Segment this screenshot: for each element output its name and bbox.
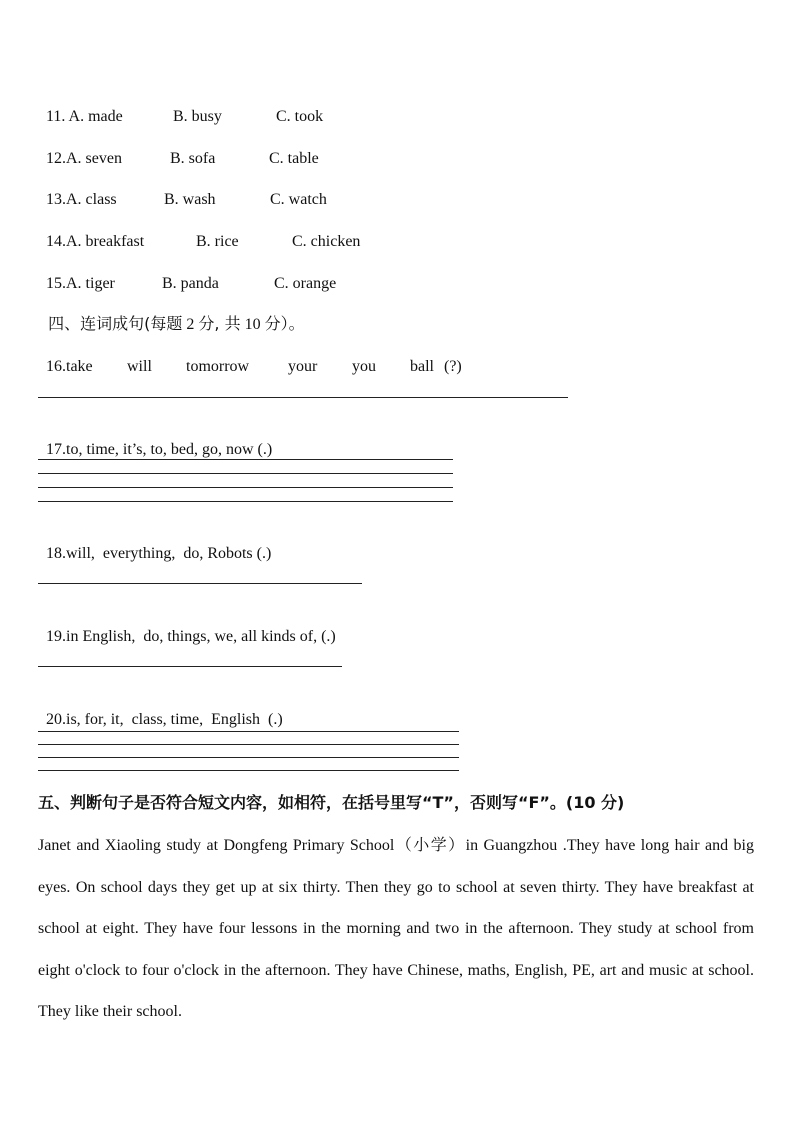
answer-line[interactable]: [38, 583, 362, 584]
answer-line[interactable]: [38, 459, 453, 460]
answer-line[interactable]: [38, 744, 459, 745]
section-4-title-suffix: 分）。: [264, 314, 305, 333]
option-b: B. sofa: [170, 150, 216, 167]
option-c: C. table: [269, 150, 319, 167]
answer-line[interactable]: [38, 473, 453, 474]
question-words: in English, do, things, we, all kinds of, (.): [66, 628, 336, 645]
option-a: .A. breakfast: [62, 233, 145, 250]
section-4-points: 2: [182, 316, 199, 333]
question-number: 17.: [46, 441, 66, 458]
item-number: 15: [46, 275, 62, 292]
answer-line[interactable]: [38, 757, 459, 758]
question-words: will, everything, do, Robots (.): [66, 545, 272, 562]
question-number: 20.: [46, 711, 66, 728]
answer-line[interactable]: [38, 397, 568, 398]
item-number: 14: [46, 233, 62, 250]
option-a: . A. made: [61, 108, 123, 125]
section-5-title: 五、判断句子是否符合短文内容，如相符，在括号里写“T”，否则写“F”。(10 分): [38, 793, 625, 812]
question-words: is, for, it, class, time, English (.): [66, 711, 283, 728]
item-number: 12: [46, 150, 62, 167]
word: you: [352, 358, 376, 375]
section-4-total: 10: [240, 316, 265, 333]
question-18: [38, 524, 271, 564]
choice-item-14: [38, 212, 361, 252]
option-c: C. took: [276, 108, 324, 125]
option-c: C. watch: [270, 191, 327, 208]
choice-item-12: [38, 129, 319, 169]
question-20: [38, 690, 283, 730]
question-16: [38, 337, 462, 377]
item-number: 13: [46, 191, 62, 208]
question-number: 16.: [46, 358, 66, 375]
section-4-title-prefix: 四、连词成句(每题: [48, 314, 183, 333]
section-4-title: [38, 294, 305, 335]
option-b: B. busy: [173, 108, 222, 125]
answer-line[interactable]: [38, 501, 453, 502]
item-number: 11: [46, 108, 62, 125]
answer-line[interactable]: [38, 731, 459, 732]
option-b: B. panda: [162, 275, 219, 292]
answer-line[interactable]: [38, 770, 459, 771]
word: ball: [410, 358, 434, 375]
choice-item-15: [38, 254, 337, 294]
word: take: [66, 358, 93, 375]
option-a: .A. tiger: [62, 275, 115, 292]
option-b: B. rice: [196, 233, 239, 250]
option-a: .A. class: [62, 191, 117, 208]
choice-item-13: [38, 170, 327, 210]
option-a: .A. seven: [62, 150, 122, 167]
answer-line[interactable]: [38, 487, 453, 488]
question-17: [38, 420, 272, 460]
reading-passage: Janet and Xiaoling study at Dongfeng Primary School（小学）in Guangzhou .They have long hair and big eyes. On school days they get up at six thirty. Then they go to school at seven thirty. They have breakfast at school at eight. They have four lessons in the morning and two in the afternoon. They study at school from eight o'clock to four o'clock in the afternoon. They have Chinese, maths, English, PE, art and music at school. They like their school.: [38, 837, 754, 1020]
word: will: [127, 358, 152, 375]
option-c: C. orange: [274, 275, 337, 292]
question-19: [38, 607, 336, 647]
word: (?): [444, 358, 462, 375]
option-b: B. wash: [164, 191, 216, 208]
answer-line[interactable]: [38, 666, 342, 667]
question-words: to, time, it’s, to, bed, go, now (.): [66, 441, 273, 458]
section-4-title-mid: 分, 共: [198, 314, 241, 333]
option-c: C. chicken: [292, 233, 361, 250]
question-number: 19.: [46, 628, 66, 645]
question-number: 18.: [46, 545, 66, 562]
word: your: [288, 358, 318, 375]
choice-item-11: [38, 87, 324, 127]
word: tomorrow: [186, 358, 250, 375]
